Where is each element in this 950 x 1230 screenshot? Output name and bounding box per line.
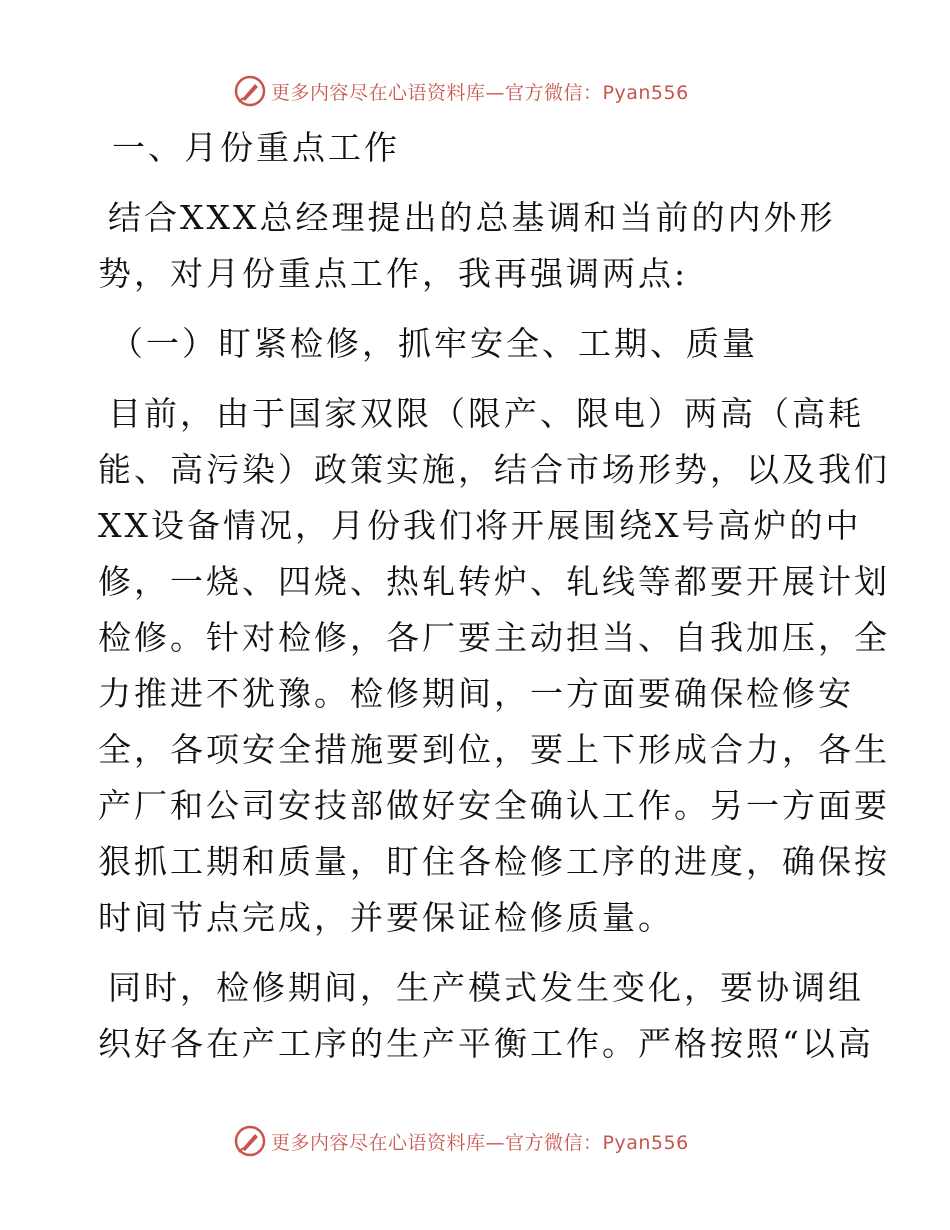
text-line: 产厂和公司安技部做好安全确认工作。另一方面要 xyxy=(98,786,890,825)
text-line: 同时，检修期间，生产模式发生变化，要协调组 xyxy=(108,968,864,1007)
text-line: 力推进不犹豫。检修期间，一方面要确保检修安 xyxy=(98,674,854,713)
text-line: 结合XXX总经理提出的总基调和当前的内外形 xyxy=(108,198,836,237)
watermark-text: 更多内容尽在心语资料库—官方微信：Pyan556 xyxy=(271,81,689,104)
text-line: 修，一烧、四烧、热轧转炉、轧线等都要开展计划 xyxy=(98,562,890,601)
paragraph-maintenance xyxy=(98,386,890,946)
document-body xyxy=(98,120,890,1072)
pen-logo-icon xyxy=(233,1124,267,1158)
text-line: 狠抓工期和质量，盯住各检修工序的进度，确保按 xyxy=(98,842,890,881)
text-line: 织好各在产工序的生产平衡工作。严格按照“以高 xyxy=(98,1024,874,1063)
pen-logo-icon xyxy=(233,74,267,108)
text-line: 势，对月份重点工作，我再强调两点: xyxy=(98,254,689,293)
paragraph-production xyxy=(98,960,874,1072)
text-line: XX设备情况，月份我们将开展围绕X号高炉的中 xyxy=(98,506,862,545)
text-line: 检修。针对检修，各厂要主动担当、自我加压，全 xyxy=(98,618,890,657)
footer-watermark xyxy=(233,1123,689,1159)
paragraph-intro xyxy=(98,190,850,302)
watermark-text: 更多内容尽在心语资料库—官方微信：Pyan556 xyxy=(271,1131,689,1154)
text-line: 时间节点完成，并要保证检修质量。 xyxy=(98,898,674,937)
text-line: 目前，由于国家双限（限产、限电）两高（高耗 xyxy=(108,394,864,433)
subsection-heading: （一）盯紧检修，抓牢安全、工期、质量 xyxy=(110,324,758,363)
text-line: 全，各项安全措施要到位，要上下形成合力，各生 xyxy=(98,730,890,769)
header-watermark xyxy=(233,73,689,109)
section-heading: 一、月份重点工作 xyxy=(112,128,400,167)
text-line: 能、高污染）政策实施，结合市场形势，以及我们 xyxy=(98,450,890,489)
